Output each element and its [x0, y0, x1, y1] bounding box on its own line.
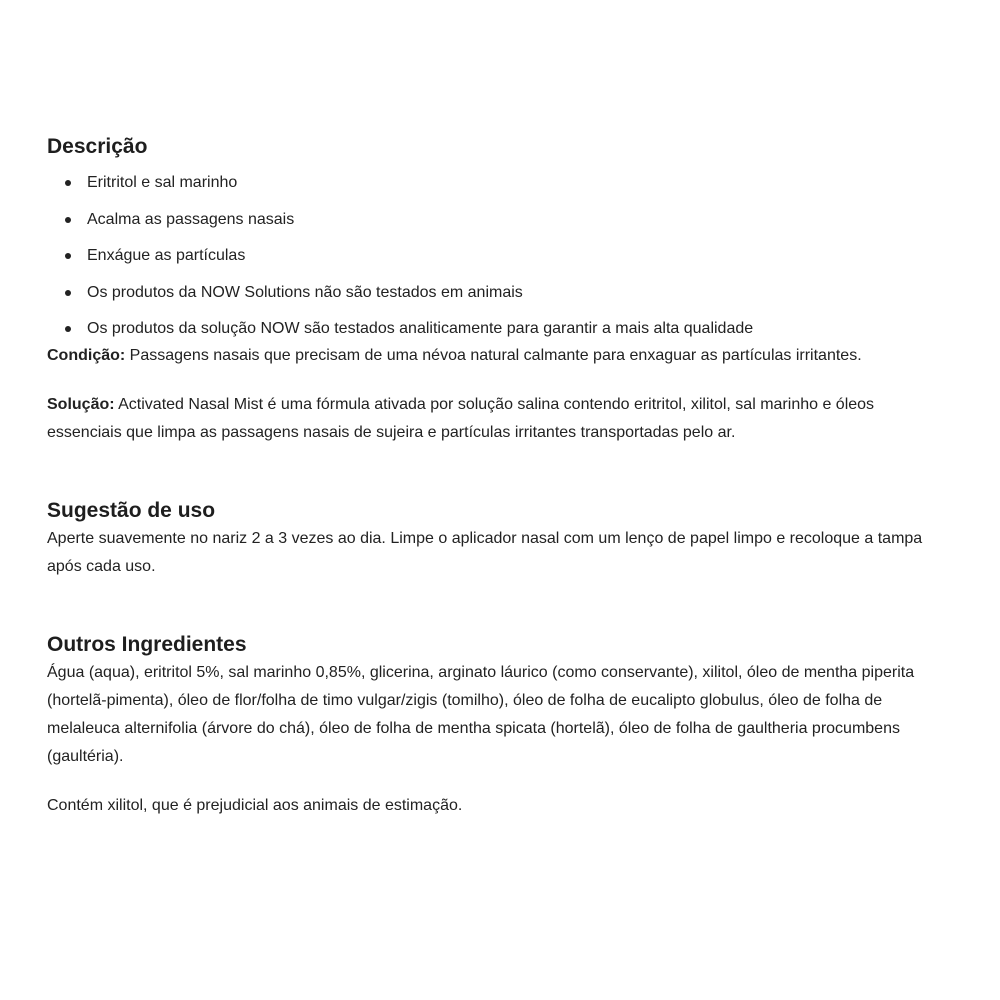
heading-outros-ingredientes: Outros Ingredientes: [47, 632, 247, 656]
condition-paragraph: [47, 342, 952, 370]
solution-paragraph: [47, 391, 952, 447]
section-descricao: [47, 133, 952, 447]
feature-list: [47, 173, 952, 339]
list-item-text: Acalma as passagens nasais: [87, 210, 295, 228]
ingredients-text: Água (aqua), eritritol 5%, sal marinho 0,85%, glicerina, arginato láurico (como conservante), xilitol, óleo de mentha piperita (hortelã-pimenta), óleo de flor/folha de timo vulgar/zigis (tomilho), óleo de folha de eucalipto globulus, óleo de folha de melaleuca alternifolia (árvore do chá), óleo de folha de mentha spicata (hortelã), óleo de folha de gaultheria procumbens (gaultéria).: [47, 663, 915, 765]
usage-text: Aperte suavemente no nariz 2 a 3 vezes ao dia. Limpe o aplicador nasal com um lenço de papel limpo e recoloque a tampa após cada uso.: [47, 529, 923, 575]
bullet-icon: [65, 253, 71, 259]
bullet-icon: [65, 180, 71, 186]
condition-text: Passagens nasais que precisam de uma névoa natural calmante para enxaguar as partículas irritantes.: [125, 346, 862, 364]
solution-label: Solução:: [47, 395, 115, 413]
list-item: [47, 210, 952, 230]
list-item: [47, 283, 952, 303]
list-item-text: Os produtos da solução NOW são testados analiticamente para garantir a mais alta qualidade: [87, 320, 754, 337]
xylitol-warning: Contém xilitol, que é prejudicial aos animais de estimação.: [47, 796, 463, 814]
solution-text: Activated Nasal Mist é uma fórmula ativada por solução salina contendo eritritol, xilitol, sal marinho e óleos essenciais que limpa as passagens nasais de sujeira e partículas irritantes transportadas pelo ar.: [47, 395, 875, 441]
heading-sugestao-de-uso: Sugestão de uso: [47, 498, 216, 522]
list-item: [47, 319, 952, 339]
bullet-icon: [65, 326, 71, 332]
section-outros-ingredientes: [47, 631, 952, 820]
bullet-icon: [65, 217, 71, 223]
product-description: [47, 133, 952, 820]
list-item-text: Eritritol e sal marinho: [87, 174, 238, 191]
heading-descricao: Descrição: [47, 135, 148, 158]
list-item-text: Enxágue as partículas: [87, 247, 246, 264]
bullet-icon: [65, 290, 71, 296]
list-item-text: Os produtos da NOW Solutions não são testados em animais: [87, 283, 523, 301]
list-item: [47, 173, 952, 193]
list-item: [47, 246, 952, 266]
section-sugestao-de-uso: [47, 497, 952, 581]
condition-label: Condição:: [47, 346, 126, 364]
